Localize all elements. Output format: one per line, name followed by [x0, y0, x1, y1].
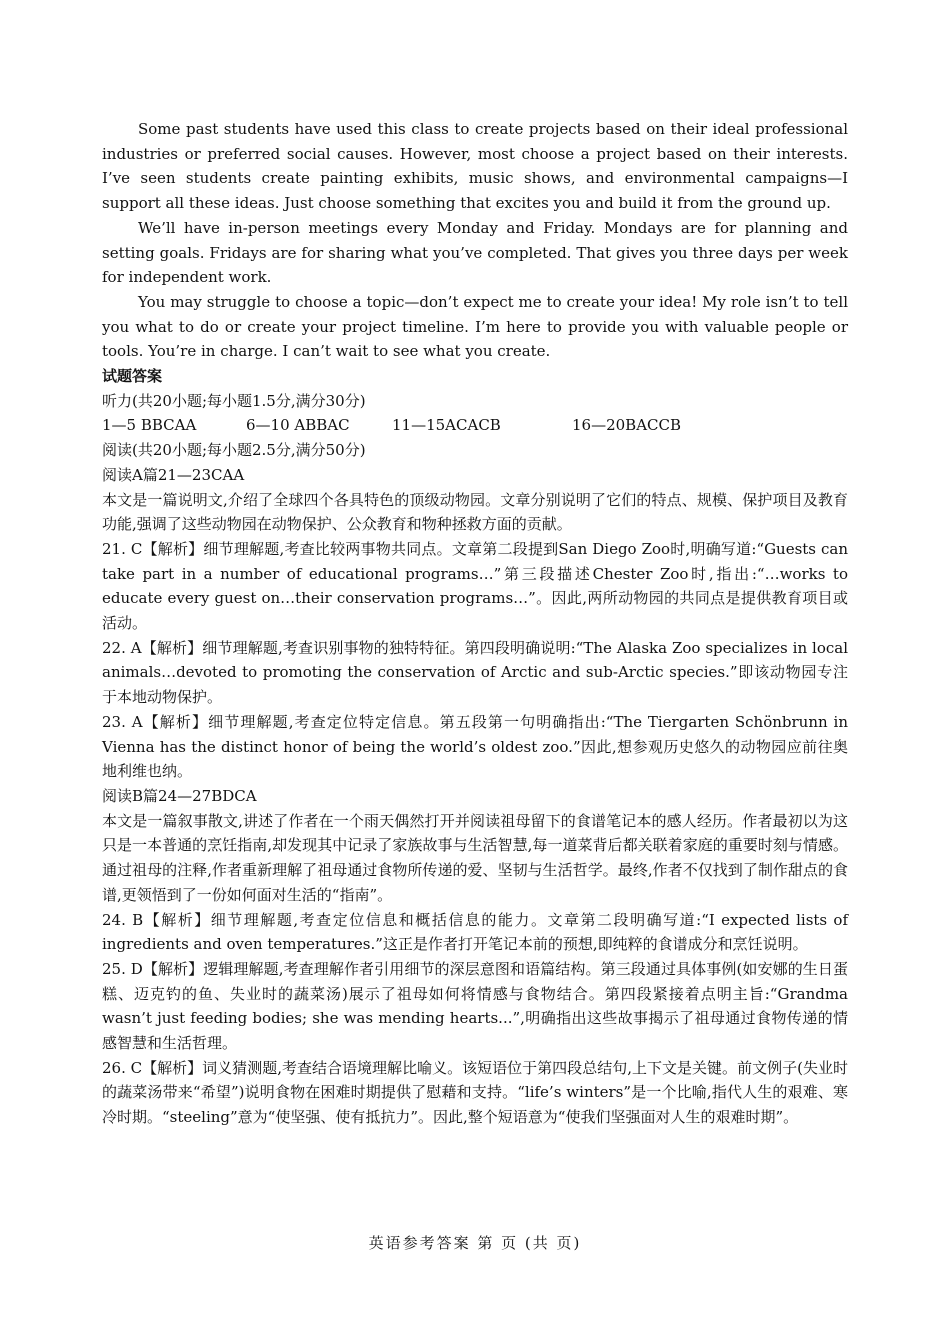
question-25-explanation: 25. D【解析】逻辑理解题,考查理解作者引用细节的深层意图和语篇结构。第三段通过具体事例(如安娜的生日蛋糕、迈克钓的鱼、失业时的蔬菜汤)展示了祖母如何将情感与食物结合。第四段紧接着点明主旨:“Grandma wasn’t just feeding bodies; she was mending hearts...”,明确指出这些故事揭示了祖母通过食物传递的情感智慧和生活哲理。 — [102, 959, 848, 1053]
answer-group: 11—15ACACB — [392, 416, 501, 435]
passage-paragraph: We’ll have in-person meetings every Monday and Friday. Mondays are for planning and setting goals. Fridays are for sharing what you’ve completed. That gives you three days per week for independent work. — [102, 218, 848, 287]
question-22-explanation: 22. A【解析】细节理解题,考查识别事物的独特特征。第四段明确说明:“The Alaska Zoo specializes in local animals…devoted to promoting the conservation of Arctic and sub-Arctic species.”即该动物园专注于本地动物保护。 — [102, 638, 848, 707]
answer-group: 1—5 BBCAA — [102, 416, 197, 435]
reading-a-summary: 本文是一篇说明文,介绍了全球四个各具特色的顶级动物园。文章分别说明了它们的特点、规模、保护项目及教育功能,强调了这些动物园在动物保护、公众教育和物种拯救方面的贡献。 — [102, 490, 848, 534]
reading-a-title: 阅读A篇21—23CAA — [102, 465, 245, 484]
answers-heading: 试题答案 — [102, 367, 163, 386]
question-26-explanation: 26. C【解析】词义猜测题,考查结合语境理解比喻义。该短语位于第四段总结句,上下文是关键。前文例子(失业时的蔬菜汤带来“希望”)说明食物在困难时期提供了慰藉和支持。“life’s winters”是一个比喻,指代人生的艰难、寒冷时期。“steeling”意为“使坚强、使有抵抗力”。因此,整个短语意为“使我们坚强面对人生的艰难时期”。 — [102, 1058, 848, 1127]
listening-answers — [102, 413, 848, 438]
reading-b-summary: 本文是一篇叙事散文,讲述了作者在一个雨天偶然打开并阅读祖母留下的食谱笔记本的感人经历。作者最初以为这只是一本普通的烹饪指南,却发现其中记录了家族故事与生活智慧,每一道菜背后都关联着家庭的重要时刻与情感。通过祖母的注释,作者重新理解了祖母通过食物所传递的爱、坚韧与生活哲学。最终,作者不仅找到了制作甜点的食谱,更领悟到了一份如何面对生活的“指南”。 — [102, 811, 848, 904]
reading-b-title: 阅读B篇24—27BDCA — [102, 786, 257, 805]
answer-group: 6—10 ABBAC — [246, 416, 350, 435]
question-24-explanation: 24. B【解析】细节理解题,考查定位信息和概括信息的能力。文章第二段明确写道:“I expected lists of ingredients and oven temperatures.”这正是作者打开笔记本前的预想,即纯粹的食谱成分和烹饪说明。 — [102, 910, 848, 954]
document-body — [102, 117, 848, 1130]
question-21-explanation: 21. C【解析】细节理解题,考查比较两事物共同点。文章第二段提到San Diego Zoo时,明确写道:“Guests can take part in a number of educational programs…”第三段描述Chester Zoo时,指出:“…works to educate every guest on…their conservation programs…”。因此,两所动物园的共同点是提供教育项目或活动。 — [102, 539, 848, 633]
answer-group: 16—20BACCB — [572, 416, 682, 435]
page-footer: 英语参考答案 第 页 (共 页) — [368, 1234, 582, 1252]
listening-title: 听力(共20小题;每小题1.5分,满分30分) — [102, 391, 366, 410]
reading-title: 阅读(共20小题;每小题2.5分,满分50分) — [102, 441, 366, 460]
passage-paragraph: You may struggle to choose a topic—don’t expect me to create your idea! My role isn’t to tell you what to do or create your project timeline. I’m here to provide you with valuable people or tools. You’re in charge. I can’t wait to see what you create. — [102, 292, 848, 361]
passage-paragraph: Some past students have used this class to create projects based on their ideal professional industries or preferred social causes. However, most choose a project based on their interests. I’ve seen students create painting exhibits, music shows, and environmental campaigns—I support all these ideas. Just choose something that excites you and build it from the ground up. — [102, 120, 848, 213]
question-23-explanation: 23. A【解析】细节理解题,考查定位特定信息。第五段第一句明确指出:“The Tiergarten Schönbrunn in Vienna has the distinct honor of being the world’s oldest zoo.”因此,想参观历史悠久的动物园应前往奥地利维也纳。 — [102, 712, 848, 781]
